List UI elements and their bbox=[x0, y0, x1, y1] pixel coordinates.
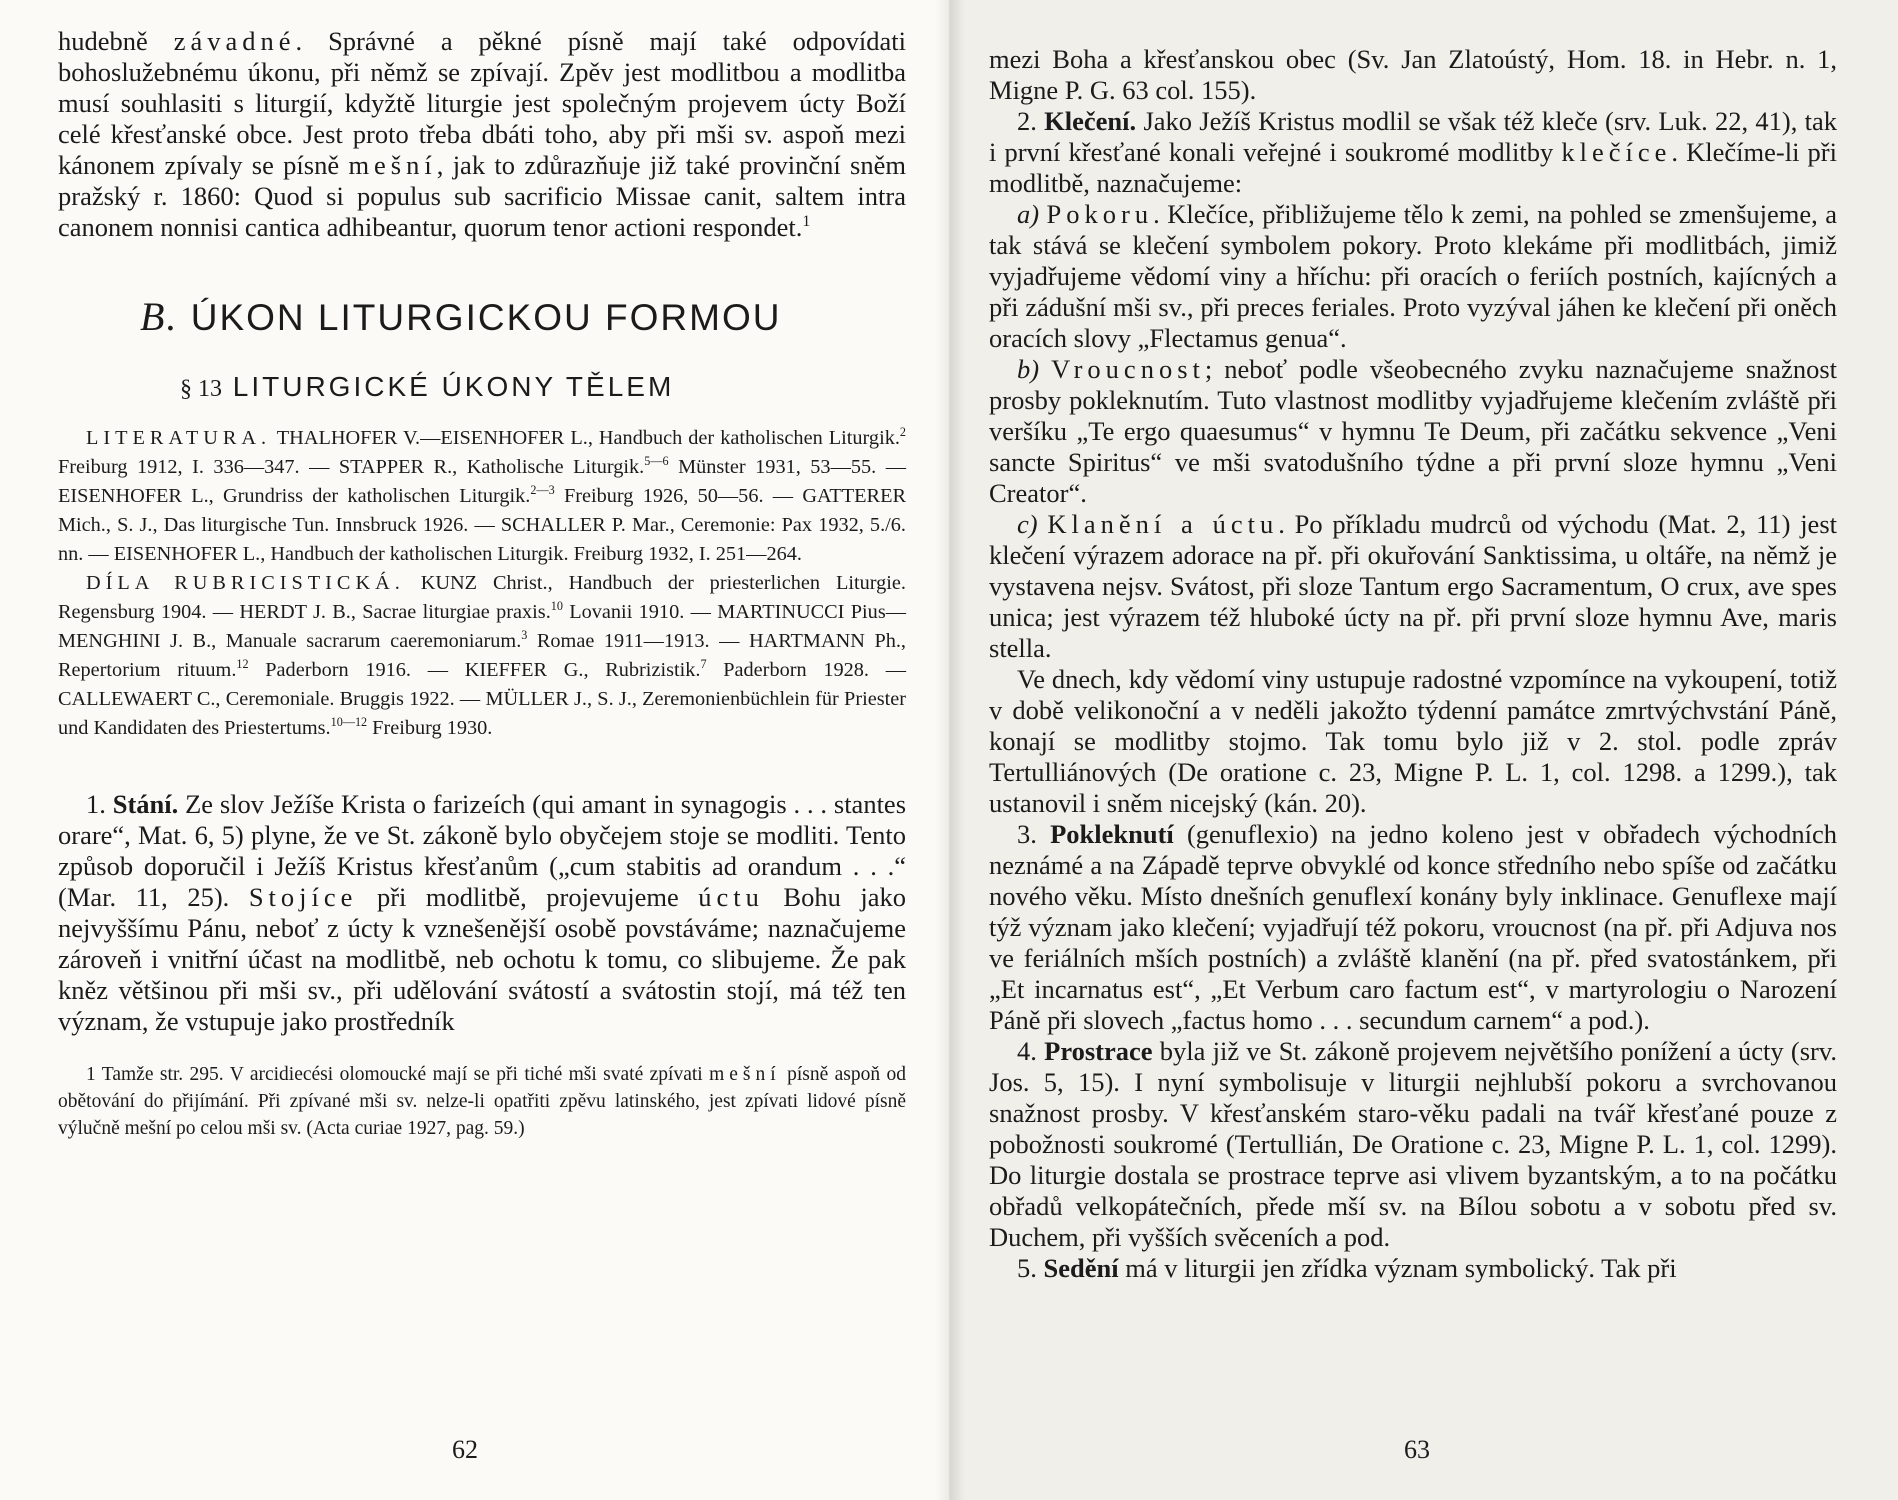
dila-paragraph: DÍLA RUBRICISTICKÁ. KUNZ Christ., Handbuch der priesterlichen Liturgie. Regensburg 1904. — HERDT J. B., Sacrae liturgiae praxis.$^{10}$ Lovanii 1910. — MARTINUCCI Pius—MENGHINI J. B., Manuale sacrarum caeremoniarum.$^3$ Romae 1911—1913. — HARTMANN Ph., Repertorium rituum.$^{12}$ Paderborn 1916. — KIEFFER G., Rubrizistik.$^7$ Paderborn 1928. — CALLEWAERT C., Ceremoniale. Bruggis 1922. — MÜLLER J., S. J., Zeremonienbüchlein für Priester und Kandidaten des Priestertums.$^{10—12}$ Freiburg 1930. bbox=[58, 572, 906, 739]
continuation-paragraph: mezi Boha a křesťanskou obec (Sv. Jan Zlatoústý, Hom. 18. in Hebr. n. 1, Migne P. G. 63 col. 155). bbox=[989, 44, 1837, 105]
prostrace-paragraph: 4. Prostrace byla již ve St. zákoně projevem největšího ponížení a úcty (srv. Jos. 5, 15). I nyní symbolisuje v liturgii nejhlubší pokoru a svrchovanou snažnost prosby. V křesťanském staro-věku padali na tvář křesťané pouze z pobožnosti soukromé (Tertullián, De Oratione c. 23, Migne P. L. 1, col. 1299). Do liturgie dostala se prostrace teprve asi vlivem byzantským, a to na počátku obřadů velkopátečních, přede mší sv. na Bílou sobotu a v sobotu před sv. Duchem, při vyšších svěceních a pod. bbox=[989, 1036, 1838, 1252]
ve-dnech-paragraph: Ve dnech, kdy vědomí viny ustupuje radostné vzpomínce na vykoupení, totiž v době velikonoční a v neděli jakožto týdenní památce zmrtvýchvstání Páně, konají se modlitby stojmo. Tak tomu bylo již v 2. stol. podle zpráv Tertulliánových (De oratione c. 23, Migne P. L. 1, col. 1298. a 1299.), tak ustanovil i sněm nicejský (kán. 20). bbox=[989, 664, 1837, 818]
footnote-ref[interactable]: 1 bbox=[802, 213, 811, 231]
stani-paragraph: 1. Stání. Ze slov Ježíše Krista o farizeích (qui amant in synagogis . . . stantes orare“, Mat. 6, 5) plyne, že ve St. zákoně bylo obyčejem stoje se modliti. Tento způsob doporučil i Ježíš Kristus křesťanům („cum stabitis ad orandum . . .“ (Mar. 11, 25). Stojíce při modlitbě, projevujeme úctu Bohu jako nejvyššímu Pánu, neboť z úcty k vznešenější osobě povstáváme; naznačujeme zároveň i vnitřní účast na modlitbě, neb ochotu k tomu, co slibujeme. Že pak kněz většinou při mši sv., při udělování svátostí a svátostin stojí, má též ten význam, že vstupuje jako prostředník bbox=[58, 789, 907, 1036]
page-number-left: 62 bbox=[452, 1435, 478, 1464]
right-column bbox=[989, 44, 1837, 1284]
page-number-right: 63 bbox=[1404, 1435, 1430, 1464]
item-b-paragraph: b) Vroucnost; neboť podle všeobecného zvyku naznačujeme snažnost prosby pokleknutím. Tuto vlastnost modlitby vyjadřujeme klečením zvláště při veršíku „Te ergo quaesumus“ v hymnu Te Deum, při začátku sekvence „Veni sancte Spiritus“ ve mši svatodušního týdne a při první sloze hymnu „Veni Creator“. bbox=[989, 354, 1837, 508]
intro-paragraph: hudebně závadné. Správné a pěkné písně mají také odpovídati bohoslužebnému úkonu, při němž se zpívají. Zpěv jest modlitbou a modlitba musí souhlasiti s liturgií, kdyžtě liturgie jest společným projevem úcty Boží celé křesťanské obce. Jest proto třeba dbáti toho, aby při mši sv. aspoň mezi kánonem zpívaly se písně mešní, jak to zdůrazňuje již také provinční sněm pražský r. 1860: Quod si populus sub sacrificio Missae canit, saltem intra canonem nonnisi cantica adhibeantur, quorum tenor actioni respondet.$^1$ bbox=[58, 26, 906, 242]
item-a-paragraph: a) Pokoru. Klečíce, přibližujeme tělo k zemi, na pohled se zmenšujeme, a tak stává se klečení symbolem pokory. Proto klekáme při modlitbách, jimiž vyjadřujeme vědomí viny a hříchu: při oracích o feriích postních, kajícných a při zádušní mši sv., při preces feriales. Proto vyzýval jáhen ke klečení při oněch oracích slovy „Flectamus genua“. bbox=[989, 199, 1837, 353]
kleceni-paragraph: 2. Klečení. Jako Ježíš Kristus modlil se však též kleče (srv. Luk. 22, 41), tak i první křesťané konali veřejné i soukromé modlitby klečíce. Klečíme-li při modlitbě, naznačujeme: bbox=[989, 106, 1838, 198]
item-c-paragraph: c) Klanění a úctu. Po příkladu mudrců od východu (Mat. 2, 11) jest klečení výrazem adorace na př. při okuřování Sanktissima, u oltáře, na němž je vystavena nejsv. Svátost, při sloze Tantum ergo Sacramentum, O crux, ave spes unica; jest výrazem též hluboké úcty na př. při první sloze hymnu Ave, maris stella. bbox=[989, 509, 1837, 663]
literatura-paragraph: LITERATURA. THALHOFER V.—EISENHOFER L., Handbuch der katholischen Liturgik.$^2$ Freiburg 1912, I. 336—347. — STAPPER R., Katholische Liturgik.$^{5—6}$ Münster 1931, 53—55. — EISENHOFER L., Grundriss der katholischen Liturgik.$^{2—3}$ Freiburg 1926, 50—56. — GATTERER Mich., S. J., Das liturgische Tun. Innsbruck 1926. — SCHALLER P. Mar., Ceremonie: Pax 1932, 5./6. nn. — EISENHOFER L., Handbuch der katholischen Liturgik. Freiburg 1932, I. 251—264. bbox=[58, 425, 906, 565]
section-heading-b: B. ÚKON LITURGICKOU FORMOU bbox=[140, 294, 782, 339]
pokleknuti-paragraph: 3. Pokleknutí (genuflexio) na jedno koleno jest v obřadech východních neznámé a na Západě teprve obvyklé od konce středního nebo spíše od začátku nového věku. Místo dnešních genuflexí konány byly inklinace. Genuflexe mají týž význam jako klečení; vyjadřují též pokoru, vroucnost (na př. při Adjuva nos ve feriálních mších postních) a zvláště klanění (na př. před svatostánkem, při „Et incarnatus est“, „Et Verbum caro factum est“, v martyrologiu o Narození Páně při slovech „factus homo . . . secundum carnem“ a pod.). bbox=[989, 819, 1838, 1035]
sedeni-paragraph: 5. Sedění má v liturgii jen zřídka význam symbolický. Tak při bbox=[1017, 1253, 1677, 1283]
book-gutter bbox=[935, 0, 965, 1500]
left-column bbox=[58, 26, 906, 1142]
chapter-heading-13: § 13 LITURGICKÉ ÚKONY TĚLEM bbox=[180, 371, 675, 402]
footnote: 1 Tamže str. 295. V arcidiecési olomoucké mají se při tiché mši svaté zpívati mešní písně aspoň od obětování do přijímání. Při zpívané mši sv. nelze-li opatřiti zpěvu latinského, jest zpívati lidové písně výlučně mešní po celou mši sv. (Acta curiae 1927, pag. 59.) bbox=[58, 1064, 907, 1139]
page-63 bbox=[949, 0, 1898, 1500]
